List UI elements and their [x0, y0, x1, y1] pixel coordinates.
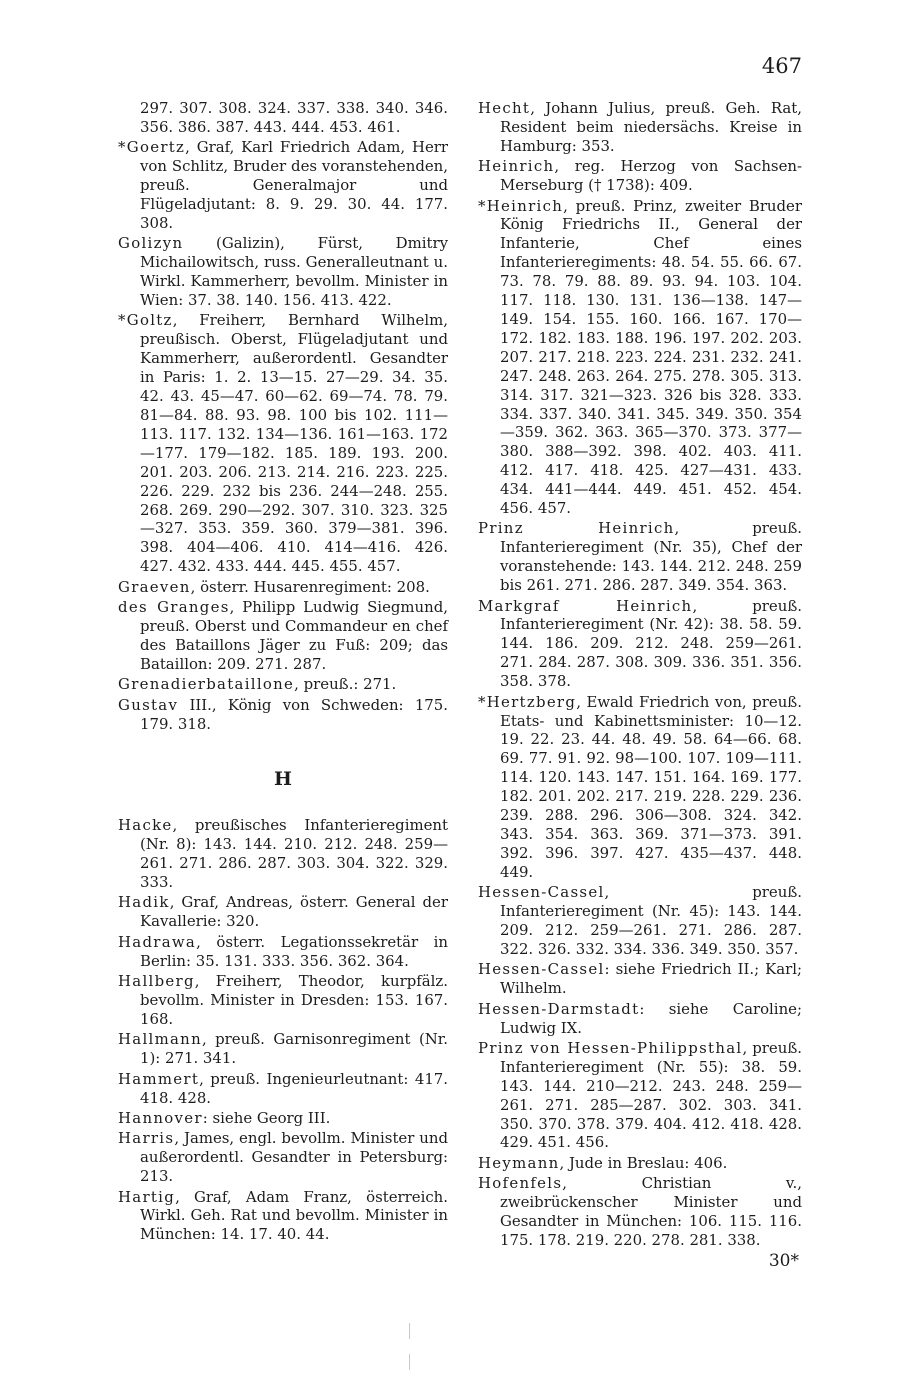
- index-entry: [118, 138, 448, 233]
- entry-text: , preuß. Infanterieregiment (Nr. 35), Chef der voranstehende: 143. 144. 212. 248. 259 bis 261. 271. 286. 287. 349. 354. 363.: [500, 519, 802, 595]
- index-entry: [118, 933, 448, 971]
- index-entry: [118, 1188, 448, 1245]
- index-entry: [118, 311, 448, 576]
- entry-text: , James, engl. bevollm. Minister und außerordentl. Gesandter in Petersburg: 213.: [140, 1129, 448, 1186]
- index-entry: [118, 1129, 448, 1186]
- index-entry: [478, 519, 802, 595]
- entry-text: , preuß. Infanterieregiment (Nr. 45): 143. 144. 209. 212. 259—261. 271. 286. 287. 322. 326. 332. 334. 336. 349. 350. 357.: [500, 883, 802, 958]
- index-entry: [118, 1109, 448, 1128]
- index-entry: [118, 816, 448, 892]
- index-entry: [478, 157, 802, 195]
- index-entry: [478, 960, 802, 998]
- index-entry: [478, 1039, 802, 1152]
- entry-lemma: Hessen-Cassel: [478, 883, 605, 902]
- entry-lemma: Prinz Heinrich: [478, 519, 675, 538]
- entry-lemma: Golizyn: [118, 234, 184, 253]
- entry-text: : siehe Georg III.: [202, 1108, 331, 1127]
- entry-text: (Galizin), Fürst, Dmitry Michailowitsch, russ. Generalleutnant u. Wirkl. Kammerherr, bevollm. Minister in Wien: 37. 38. 140. 156. 413. 422.: [140, 234, 448, 310]
- gutter-mark: [409, 1354, 410, 1370]
- entry-text: , österr. Husarenregiment: 208.: [190, 577, 430, 596]
- entry-text: , preuß.: 271.: [294, 675, 397, 694]
- entry-lemma: *Hertzberg: [478, 692, 577, 711]
- index-entry: [118, 696, 448, 734]
- entry-lemma: *Goertz: [118, 138, 186, 157]
- index-entry: [118, 972, 448, 1029]
- index-entry: [478, 1000, 802, 1038]
- right-entries-h: [478, 99, 802, 1250]
- index-entry: [118, 578, 448, 597]
- entry-text: , preußisches Infanterieregiment (Nr. 8): 143. 144. 210. 212. 248. 259—261. 271. 286. 287. 303. 304. 322. 329. 333.: [140, 816, 448, 892]
- entry-lemma: Hacke: [118, 816, 173, 835]
- entry-text: , preuß. Prinz, zweiter Bruder König Friedrichs II., General der Infanterie, Chef eines Infanterieregiments: 48. 54. 55. 66. 67. 73. 78. 79. 88. 89. 93. 94. 103. 104. 117. 118. 130. 131. 136—138. 147—149. 154. 155. 160. 166. 167. 170—172. 182. 183. 188. 196. 197. 202. 203. 207. 217. 218. 223. 224. 231. 232. 241. 247. 248. 263. 264. 275. 278. 305. 313. 314. 317. 321—323. 326 bis 328. 333. 334. 337. 340. 341. 345. 349. 350. 354—359. 362. 363. 365—370. 373. 377—380. 388—392. 398. 402. 403. 411. 412. 417. 418. 425. 427—431. 433. 434. 441—444. 449. 451. 452. 454. 456. 457.: [500, 196, 802, 518]
- index-entry: [478, 883, 802, 959]
- entry-text: , Graf, Karl Friedrich Adam, Herr von Schlitz, Bruder des voranstehenden, preuß. Generalmajor und Flügeladjutant: 8. 9. 29. 30. 44. 177. 308.: [140, 138, 448, 232]
- index-entry: [118, 99, 448, 137]
- entry-text: , Freiherr, Bernhard Wilhelm, preußisch. Oberst, Flügeladjutant und Kammerherr, außerordentl. Gesandter in Paris: 1. 2. 13—15. 27—29. 34. 35. 42. 43. 45—47. 60—62. 69—74. 78. 79. 81—84. 88. 93. 98. 100 bis 102. 111—113. 117. 132. 134—136. 161—163. 172—177. 179—182. 185. 189. 193. 200. 201. 203. 206. 213. 214. 216. 223. 225. 226. 229. 232 bis 236. 244—248. 255. 268. 269. 290—292. 307. 310. 323. 325—327. 353. 359. 360. 379—381. 396. 398. 404—406. 410. 414—416. 426. 427. 432. 433. 444. 445. 455. 457.: [140, 311, 448, 576]
- right-column: [478, 99, 802, 1251]
- entry-text: III., König von Schweden: 175. 179. 318.: [140, 695, 448, 733]
- entry-lemma: Hartig: [118, 1187, 176, 1206]
- entry-lemma: des Granges: [118, 598, 230, 617]
- entry-lemma: Hammert: [118, 1069, 200, 1088]
- page-number: 467: [761, 54, 802, 78]
- entry-lemma: Grenadierbataillone: [118, 675, 295, 694]
- entry-lemma: *Goltz: [118, 311, 173, 330]
- entry-lemma: Heymann: [478, 1153, 560, 1172]
- entry-text: , preuß. Garnisonregiment (Nr. 1): 271. 341.: [140, 1030, 448, 1068]
- entry-text: , Graf, Andreas, österr. General der Kavallerie: 320.: [140, 893, 448, 931]
- index-entry: [118, 1070, 448, 1108]
- entry-text: , Christian v., zweibrückenscher Minister und Gesandter in München: 106. 115. 116. 175. 178. 219. 220. 278. 281. 338.: [500, 1174, 802, 1249]
- left-entries-h: [118, 816, 448, 1244]
- signature-mark: 30*: [768, 1251, 799, 1271]
- entry-text: , Ewald Friedrich von, preuß. Etats- und Kabinettsminister: 10—12. 19. 22. 23. 44. 48. 49. 58. 64—66. 68. 69. 77. 91. 92. 98—100. 107. 109—111. 114. 120. 143. 147. 151. 164. 169. 177. 182. 201. 202. 217. 219. 228. 229. 236. 239. 288. 296. 306—308. 324. 342. 343. 354. 363. 369. 371—373. 391. 392. 396. 397. 427. 435—437. 448. 449.: [500, 692, 802, 881]
- entry-text: , reg. Herzog von Sachsen-Merseburg († 1738): 409.: [500, 157, 802, 195]
- entry-lemma: Hannover: [118, 1108, 203, 1127]
- index-entry: [478, 1174, 802, 1250]
- entry-text: : siehe Friedrich II.; Karl; Wilhelm.: [500, 960, 802, 998]
- entry-lemma: Markgraf Heinrich: [478, 596, 693, 615]
- entry-lemma: Hofenfels: [478, 1174, 563, 1193]
- entry-lemma: Hecht: [478, 99, 531, 117]
- entry-text: , preuß. Infanterieregiment (Nr. 55): 38. 59. 143. 144. 210—212. 243. 248. 259—261. 271. 285—287. 302. 303. 341. 350. 370. 378. 379. 404. 412. 418. 428. 429. 451. 456.: [500, 1038, 802, 1152]
- entry-text: , preuß. Infanterieregiment (Nr. 42): 38. 58. 59. 144. 186. 209. 212. 248. 259—261. 271. 284. 287. 308. 309. 336. 351. 356. 358. 378.: [500, 596, 802, 691]
- section-heading: H: [274, 768, 292, 791]
- entry-lemma: Heinrich: [478, 157, 555, 176]
- entry-text: , Johann Julius, preuß. Geh. Rat, Resident beim niedersächs. Kreise in Hamburg: 353.: [500, 99, 802, 155]
- index-entry: [478, 1154, 802, 1173]
- entry-lemma: Gustav: [118, 695, 179, 714]
- entry-text: , Freiherr, Theodor, kurpfälz. bevollm. Minister in Dresden: 153. 167. 168.: [140, 972, 448, 1028]
- index-entry: [478, 597, 802, 692]
- index-entry: [478, 693, 802, 882]
- index-entry: [478, 99, 802, 156]
- index-entry: [118, 675, 448, 694]
- index-entry: [118, 234, 448, 310]
- entry-lemma: Hessen-Darmstadt: [478, 999, 640, 1018]
- entry-text: , Philipp Ludwig Siegmund, preuß. Oberst und Commandeur en chef des Bataillons Jäger zu Fuß: 209; das Bataillon: 209. 271. 287.: [140, 598, 448, 673]
- entry-lemma: *Heinrich: [478, 196, 564, 215]
- left-entries-g: [118, 99, 448, 733]
- entry-text: 297. 307. 308. 324. 337. 338. 340. 346. 356. 386. 387. 443. 444. 453. 461.: [140, 99, 448, 136]
- left-column: [118, 99, 448, 1246]
- gutter-mark: [409, 1323, 410, 1339]
- entry-text: , österr. Legationssekretär in Berlin: 35. 131. 333. 356. 362. 364.: [140, 932, 448, 970]
- entry-lemma: Hadrawa: [118, 932, 197, 951]
- index-entry: [118, 1030, 448, 1068]
- entry-text: , Jude in Breslau: 406.: [559, 1153, 728, 1172]
- entry-lemma: Harris: [118, 1129, 175, 1148]
- index-entry: [118, 598, 448, 674]
- entry-lemma: Hadik: [118, 893, 170, 912]
- entry-lemma: Hallberg: [118, 972, 195, 991]
- entry-text: , preuß. Ingenieurleutnant: 417. 418. 428.: [140, 1069, 448, 1107]
- entry-lemma: Hessen-Cassel: [478, 960, 605, 979]
- index-entry: [478, 197, 802, 518]
- entry-text: : siehe Caroline; Ludwig IX.: [500, 999, 802, 1037]
- entry-text: , Graf, Adam Franz, österreich. Wirkl. Geh. Rat und bevollm. Minister in München: 14. 17. 40. 44.: [140, 1187, 448, 1244]
- entry-lemma: Hallmann: [118, 1030, 202, 1049]
- entry-lemma: Prinz von Hessen-Philippsthal: [478, 1038, 743, 1057]
- index-entry: [118, 893, 448, 931]
- entry-lemma: Graeven: [118, 577, 191, 596]
